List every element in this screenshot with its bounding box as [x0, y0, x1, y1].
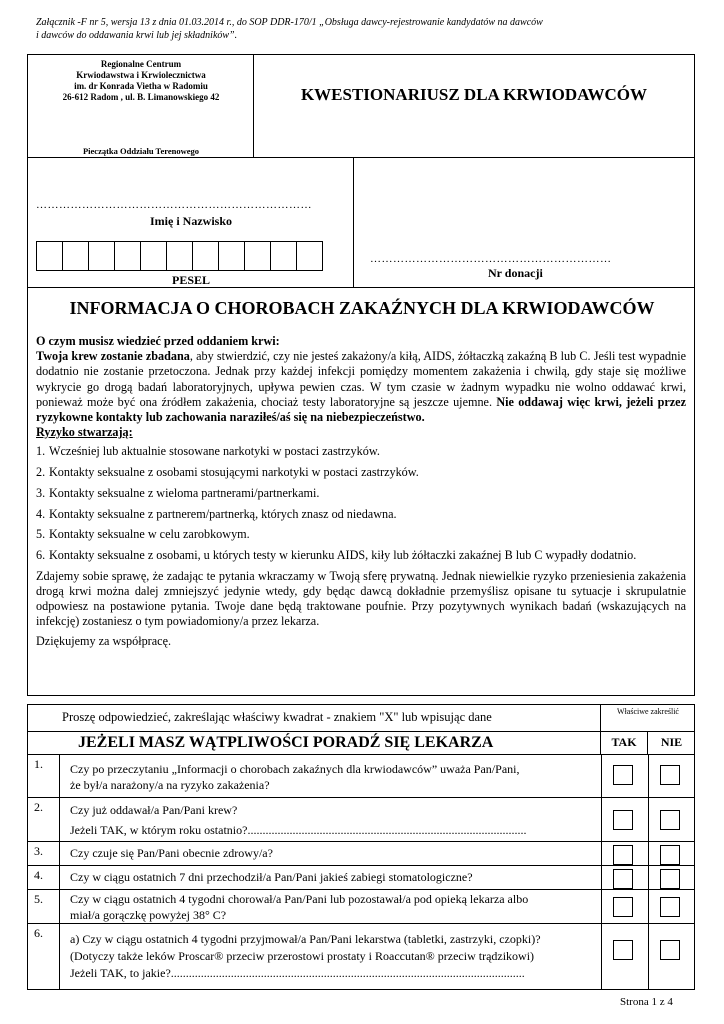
pesel-digit-cell[interactable] [192, 241, 219, 271]
pesel-digit-cell[interactable] [36, 241, 63, 271]
page-number: Strona 1 z 4 [620, 996, 673, 1008]
pesel-digit-cell[interactable] [166, 241, 193, 271]
center-address-line: 26-612 Radom , ul. B. Limanowskiego 42 [62, 92, 220, 102]
name-label: Imię i Nazwisko [150, 214, 232, 228]
risk-item [36, 527, 686, 542]
attachment-note-line1: Załącznik -F nr 5, wersja 13 z dnia 01.03.2014 r., do SOP DDR-170/1 „Obsługa dawcy-rejestrowanie kandydatów na dawców [36, 17, 543, 28]
no-checkbox[interactable] [660, 845, 680, 865]
yes-column-header: TAK [601, 732, 648, 755]
question-number: 2. [28, 798, 60, 841]
instruction-cell [28, 705, 601, 732]
donation-number-field[interactable]: ……………………………………………………… [370, 253, 612, 265]
question-row [28, 842, 695, 866]
risk-text: Kontakty seksualne z osobami stosującymi narkotyki w postaci zastrzyków. [49, 465, 419, 480]
risk-text: Kontakty seksualne w celu zarobkowym. [49, 527, 250, 542]
form-header-box [27, 54, 695, 158]
question-text [70, 892, 594, 923]
pesel-digit-cell[interactable] [270, 241, 297, 271]
stamp-label: Pieczątka Oddziału Terenowego [82, 146, 199, 156]
advice-cell [28, 732, 601, 755]
question-line: Czy w ciągu ostatnich 4 tygodni chorował/a Pan/Pani lub pozostawał/a pod opieką lekarza albo [70, 892, 529, 906]
pesel-digit-cell[interactable] [296, 241, 323, 271]
question-line: Czy już oddawał/a Pan/Pani krew? [70, 803, 238, 817]
mark-label: Właściwe zakreślić [601, 705, 695, 732]
question-text [70, 931, 594, 982]
question-number: 4. [28, 866, 60, 889]
risk-heading: Ryzyko stwarzają: [36, 425, 133, 440]
risk-number: 6. [36, 547, 46, 562]
pesel-label: PESEL [171, 273, 210, 287]
risk-text: Wcześniej lub aktualnie stosowane narkotyki w postaci zastrzyków. [49, 444, 380, 459]
no-checkbox[interactable] [660, 869, 680, 889]
question-text [70, 762, 594, 793]
risk-text: Kontakty seksualne z osobami, u których testy w kierunku AIDS, kiły lub żółtaczki zakaźnej B lub C wypadły dodatnio. [49, 547, 637, 562]
info-paragraph-1 [36, 349, 686, 425]
question-number: 5. [28, 890, 60, 923]
risk-number: 5. [36, 527, 46, 542]
risk-number: 1. [36, 444, 46, 459]
question-row [28, 866, 695, 890]
identity-left [28, 157, 354, 287]
infection-info-box [27, 288, 695, 696]
pesel-digit-cell[interactable] [218, 241, 245, 271]
question-row [28, 890, 695, 924]
info-title: INFORMACJA O CHOROBACH ZAKAŹNYCH DLA KRWIODAWCÓW [69, 298, 655, 318]
info-p1-warning: Nie oddawaj więc krwi, jeżeli przez ryzykowne kontakty lub zachowania naraziłeś/aś się na niebezpieczeństwo. [36, 394, 686, 425]
no-column-header: NIE [648, 732, 695, 755]
name-field[interactable]: ……………………………………………………………… [36, 199, 312, 211]
yes-checkbox[interactable] [613, 940, 633, 960]
question-text [70, 800, 594, 840]
center-stamp-box [28, 55, 254, 157]
question-line: Czy czuje się Pan/Pani obecnie zdrowy/a? [70, 846, 273, 860]
no-checkbox[interactable] [660, 940, 680, 960]
info-p1-rest: , aby stwierdzić, czy nie jesteś zakażony/a kiłą, AIDS, żółtaczką zakaźną B lub C. Jeśli test wypadnie dodatnio nie zostanie przetoczona. Jednak przy każdej infekcji pomiędzy momentem zakażenia i chwilą, gdy staje się możliwe wykrycie go drogą badań laboratoryjnych, upływa pewien czas. W tym czasie w żadnym wypadku nie wolno oddawać krwi, ponieważ może być ona źródłem zakażenia, chociaż testy laboratoryjne są jeszcze ujemne. [36, 349, 686, 409]
no-checkbox[interactable] [660, 810, 680, 830]
question-line: a) Czy w ciągu ostatnich 4 tygodni przyjmował/a Pan/Pani lekarstwa (tabletki, zastrzyki, czopki)? [70, 932, 541, 946]
risk-item [36, 465, 686, 480]
risk-item [36, 444, 686, 459]
attachment-note [36, 16, 676, 42]
pesel-digit-cell[interactable] [62, 241, 89, 271]
question-line: Czy po przeczytaniu „Informacji o chorobach zakaźnych dla krwiodawców” uważa Pan/Pani, [70, 762, 520, 776]
center-name-line1: Regionalne Centrum [100, 59, 182, 69]
year-field[interactable]: Jeżeli TAK, w którym roku ostatnio?............................................................................................. [70, 823, 527, 837]
yes-checkbox[interactable] [613, 845, 633, 865]
question-row [28, 755, 695, 798]
center-name-line3: im. dr Konrada Vietha w Radomiu [74, 81, 208, 91]
yes-checkbox[interactable] [613, 765, 633, 785]
yes-checkbox[interactable] [613, 869, 633, 889]
identity-box [27, 157, 695, 288]
question-row [28, 798, 695, 842]
advice-text: JEŻELI MASZ WĄTPLIWOŚCI PORADŹ SIĘ LEKARZA [78, 734, 494, 751]
pesel-digit-cell[interactable] [140, 241, 167, 271]
yes-checkbox[interactable] [613, 810, 633, 830]
risk-number: 4. [36, 506, 46, 521]
risk-item [36, 486, 686, 501]
risk-number: 2. [36, 465, 46, 480]
question-row [28, 924, 695, 990]
questionnaire-table [27, 704, 695, 990]
question-number: 3. [28, 842, 60, 865]
no-checkbox[interactable] [660, 765, 680, 785]
info-thanks: Dziękujemy za współpracę. [36, 634, 172, 649]
risk-number: 3. [36, 485, 46, 500]
info-p1-bold: Twoja krew zostanie zbadana [36, 349, 190, 364]
question-number: 6. [28, 924, 60, 990]
no-checkbox[interactable] [660, 897, 680, 917]
pesel-digit-cell[interactable] [244, 241, 271, 271]
center-name-line2: Krwiodawstwa i Krwiolecznictwa [76, 70, 206, 80]
pesel-digit-cell[interactable] [114, 241, 141, 271]
question-line: że był/a narażony/a na ryzyko zakażenia? [70, 777, 270, 792]
info-body [36, 334, 686, 650]
question-number: 1. [28, 755, 60, 797]
risk-text: Kontakty seksualne z partnerem/partnerką, których znasz od niedawna. [49, 506, 397, 521]
question-line: Czy w ciągu ostatnich 7 dni przechodził/a Pan/Pani jakieś zabiegi stomatologiczne? [70, 870, 473, 884]
info-paragraph-2: Zdajemy sobie sprawę, że zadając te pytania wkraczamy w Twoją sferę prywatną. Jednak niewielkie ryzyko przeniesienia zakażenia drogą krwi można dalej zmniejszyć jedynie wtedy, gdy będąc dawcą dokładnie przemyślisz opisane tu sytuacje i skrupulatnie odpowiesz na postawione pytania. Twoje dane będą traktowane poufnie. Przy pozytywnych wynikach badań (wskazujących na infekcję) zostaniesz o tym powiadomiony/a przez lekarza. [36, 568, 686, 629]
yes-checkbox[interactable] [613, 897, 633, 917]
attachment-note-line2: i dawców do oddawania krwi lub jej składników”. [36, 30, 238, 41]
form-title: KWESTIONARIUSZ DLA KRWIODAWCÓW [300, 85, 648, 104]
info-subtitle: O czym musisz wiedzieć przed oddaniem krwi: [36, 334, 280, 348]
medication-field[interactable]: Jeżeli TAK, to jakie?...................................................................................................................... [70, 966, 525, 980]
question-text [70, 870, 594, 886]
question-text [70, 846, 594, 862]
question-line: (Dotyczy także leków Proscar® przeciw przerostowi prostaty i Roaccutan® przeciw trądzikowi) [70, 949, 535, 963]
risk-item [36, 548, 686, 563]
instruction-text: Proszę odpowiedzieć, zakreślając właściwy kwadrat - znakiem "X" lub wpisując dane [62, 710, 492, 724]
pesel-digit-cell[interactable] [88, 241, 115, 271]
risk-list [36, 444, 686, 563]
question-line: miał/a gorączkę powyżej 38° C? [70, 907, 227, 922]
pesel-field[interactable] [36, 241, 322, 271]
risk-text: Kontakty seksualne z wieloma partnerami/partnerkami. [49, 485, 320, 500]
risk-item [36, 507, 686, 522]
center-address [28, 59, 254, 103]
donation-number-label: Nr donacji [488, 266, 543, 280]
